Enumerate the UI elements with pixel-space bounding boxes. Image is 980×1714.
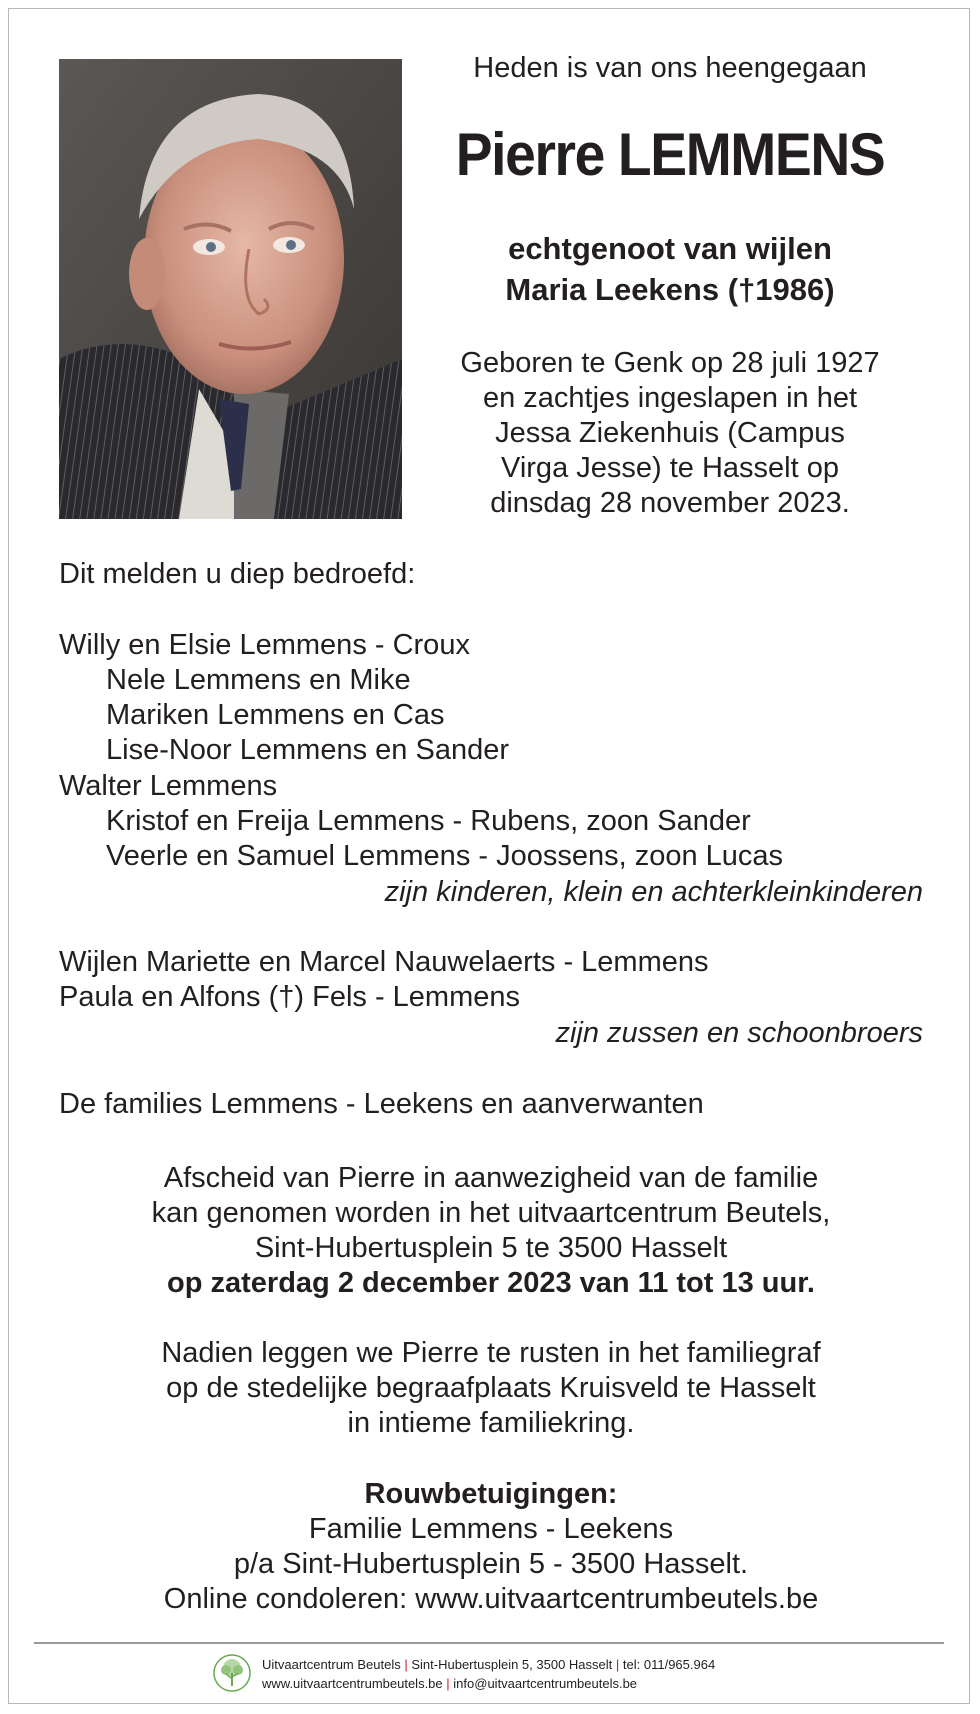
spouse-line-2: Maria Leekens (†1986) xyxy=(505,272,835,307)
deceased-name: Pierre LEMMENS xyxy=(455,121,885,188)
footer xyxy=(0,1652,980,1696)
footer-line-1 xyxy=(262,1657,715,1672)
family-member: Nele Lemmens en Mike xyxy=(106,664,411,696)
birth-death-info xyxy=(420,346,920,521)
footer-separator: | xyxy=(404,1657,408,1672)
portrait-photo xyxy=(59,59,402,519)
families-line: De families Lemmens - Leekens en aanverwanten xyxy=(59,1088,704,1120)
burial-line: Nadien leggen we Pierre te rusten in het familiegraf xyxy=(161,1337,821,1369)
family-member: Willy en Elsie Lemmens - Croux xyxy=(59,629,470,661)
birth-line: Jessa Ziekenhuis (Campus xyxy=(495,417,845,449)
footer-line-2 xyxy=(262,1676,637,1691)
burial-block xyxy=(59,1336,923,1441)
birth-line: dinsdag 28 november 2023. xyxy=(490,487,850,519)
condolences-block xyxy=(59,1477,923,1617)
farewell-line: Afscheid van Pierre in aanwezigheid van de familie xyxy=(163,1162,819,1194)
condolences-line: p/a Sint-Hubertusplein 5 - 3500 Hasselt. xyxy=(233,1548,749,1580)
footer-phone: tel: 011/965.964 xyxy=(622,1657,716,1672)
footer-company: Uitvaartcentrum Beutels xyxy=(262,1657,401,1672)
tree-logo-icon xyxy=(212,1653,252,1693)
burial-line: in intieme familiekring. xyxy=(347,1407,635,1439)
children-caption: zijn kinderen, klein en achterkleinkinderen xyxy=(384,876,923,908)
family-member: Mariken Lemmens en Cas xyxy=(106,699,445,731)
farewell-date: op zaterdag 2 december 2023 van 11 tot 13 uur. xyxy=(167,1267,815,1299)
condolences-title: Rouwbetuigingen: xyxy=(364,1478,618,1510)
burial-line: op de stedelijke begraafplaats Kruisveld te Hasselt xyxy=(166,1372,816,1404)
intro-text: Heden is van ons heengegaan xyxy=(473,52,867,84)
footer-separator: | xyxy=(615,1657,620,1672)
birth-line: Virga Jesse) te Hasselt op xyxy=(501,452,839,484)
footer-website[interactable]: www.uitvaartcentrumbeutels.be xyxy=(262,1676,443,1691)
birth-line: Geboren te Genk op 28 juli 1927 xyxy=(460,347,880,379)
family-member: Lise-Noor Lemmens en Sander xyxy=(106,734,509,766)
condolences-line[interactable]: Online condoleren: www.uitvaartcentrumbeutels.be xyxy=(163,1583,819,1615)
farewell-line: kan genomen worden in het uitvaartcentrum Beutels, xyxy=(151,1197,831,1229)
condolences-line: Familie Lemmens - Leekens xyxy=(308,1513,674,1545)
spouse-line-1: echtgenoot van wijlen xyxy=(508,231,832,266)
portrait-image xyxy=(59,59,402,519)
sibling-member: Wijlen Mariette en Marcel Nauwelaerts - Lemmens xyxy=(59,946,709,978)
siblings-caption: zijn zussen en schoonbroers xyxy=(555,1017,923,1049)
footer-address: Sint-Hubertusplein 5, 3500 Hasselt xyxy=(411,1657,613,1672)
birth-line: en zachtjes ingeslapen in het xyxy=(482,382,858,414)
spouse-info xyxy=(440,228,900,310)
announcement-text: Dit melden u diep bedroefd: xyxy=(59,558,416,590)
footer-email[interactable]: info@uitvaartcentrumbeutels.be xyxy=(453,1676,638,1691)
family-member: Kristof en Freija Lemmens - Rubens, zoon Sander xyxy=(106,805,751,837)
family-member: Walter Lemmens xyxy=(59,770,278,802)
footer-divider xyxy=(34,1642,944,1644)
footer-separator: | xyxy=(446,1676,450,1691)
farewell-line: Sint-Hubertusplein 5 te 3500 Hasselt xyxy=(254,1232,728,1264)
sibling-member: Paula en Alfons (†) Fels - Lemmens xyxy=(59,981,520,1013)
farewell-block xyxy=(59,1161,923,1301)
family-member: Veerle en Samuel Lemmens - Joossens, zoon Lucas xyxy=(106,840,784,872)
